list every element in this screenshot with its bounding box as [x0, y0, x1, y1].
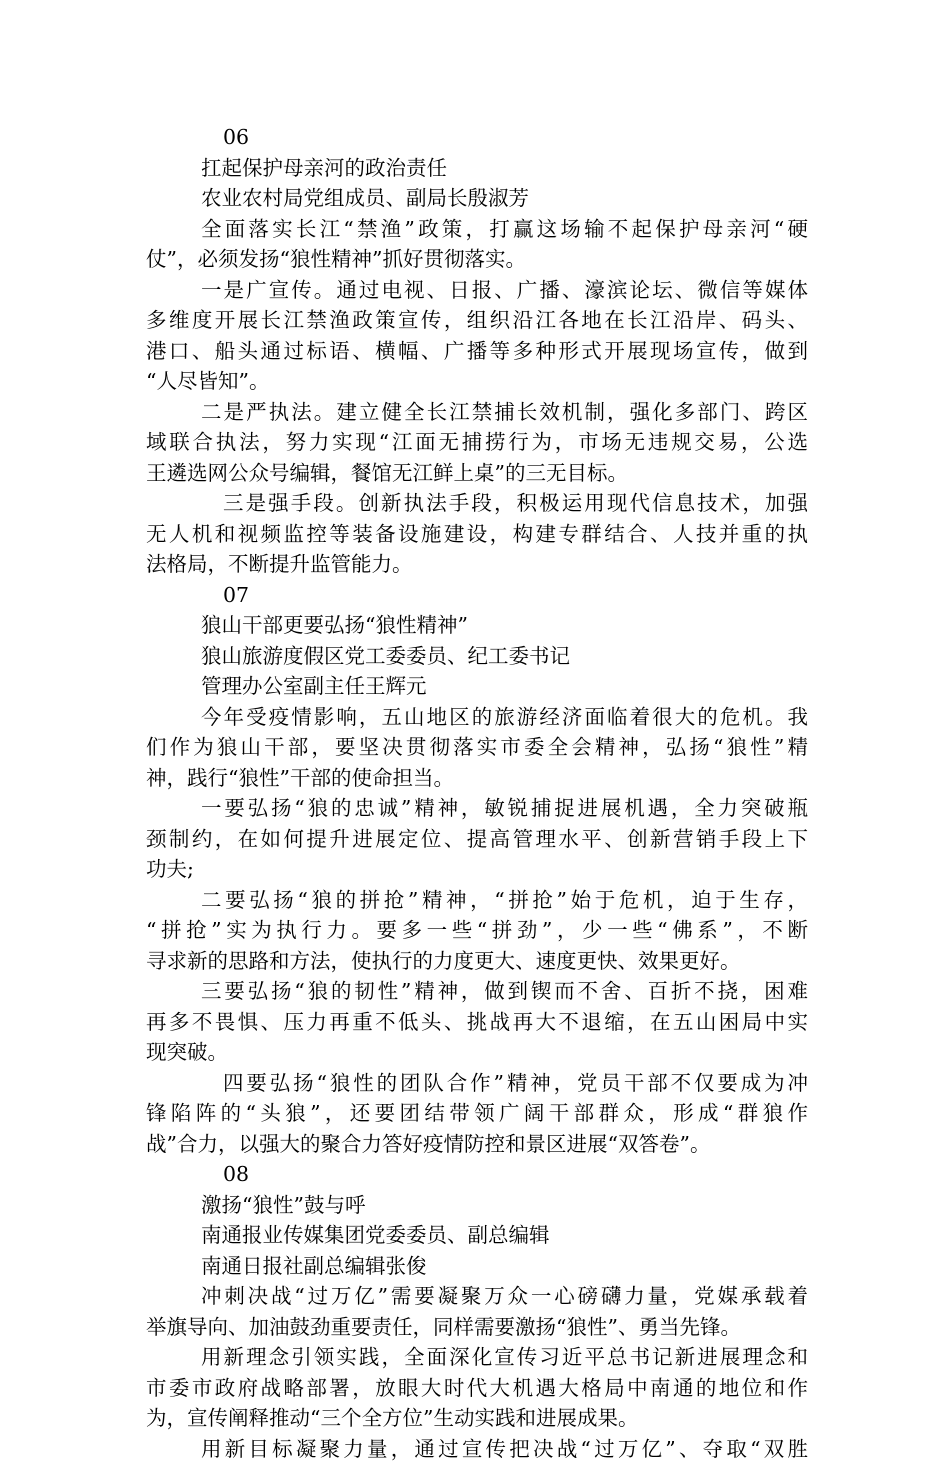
text-line: 二是严执法。建立健全长江禁捕长效机制，强化多部门、跨区: [146, 397, 808, 428]
text-line: 王遴选网公众号编辑，餐馆无江鲜上桌”的三无目标。: [146, 458, 808, 489]
text-line: 农业农村局党组成员、副局长殷淑芳: [146, 183, 808, 214]
text-line: 全面落实长江“禁渔”政策，打赢这场输不起保护母亲河“硬: [146, 214, 808, 245]
text-line: 无人机和视频监控等装备设施建设，构建专群结合、人技并重的执: [146, 519, 808, 550]
text-line: 寻求新的思路和方法，使执行的力度更大、速度更快、效果更好。: [146, 946, 808, 977]
text-line: 港口、船头通过标语、横幅、广播等多种形式开展现场宣传，做到: [146, 336, 808, 367]
text-line: 战”合力，以强大的聚合力答好疫情防控和景区进展“双答卷”。: [146, 1129, 808, 1160]
text-line: 四要弘扬“狼性的团队合作”精神，党员干部不仅要成为冲: [146, 1068, 808, 1099]
text-line: 仗”，必须发扬“狼性精神”抓好贯彻落实。: [146, 244, 808, 275]
text-line: 神，践行“狼性”干部的使命担当。: [146, 763, 808, 794]
text-line: 们作为狼山干部，要坚决贯彻落实市委全会精神，弘扬“狼性”精: [146, 732, 808, 763]
text-line: 08: [146, 1159, 808, 1190]
text-line: “人尽皆知”。: [146, 366, 808, 397]
text-line: 06: [146, 122, 808, 153]
text-line: 颈制约，在如何提升进展定位、提高管理水平、创新营销手段上下: [146, 824, 808, 855]
text-line: 07: [146, 580, 808, 611]
text-line: 管理办公室副主任王辉元: [146, 671, 808, 702]
text-line: “拼抢”实为执行力。要多一些“拼劲”，少一些“佛系”，不断: [146, 915, 808, 946]
text-line: 域联合执法，努力实现“江面无捕捞行为，市场无违规交易，公选: [146, 427, 808, 458]
text-line: 举旗导向、加油鼓劲重要责任，同样需要激扬“狼性”、勇当先锋。: [146, 1312, 808, 1343]
text-line: 为，宣传阐释推动“三个全方位”生动实践和进展成果。: [146, 1403, 808, 1434]
text-line: 三是强手段。创新执法手段，积极运用现代信息技术，加强: [146, 488, 808, 519]
text-line: 法格局，不断提升监管能力。: [146, 549, 808, 580]
text-line: 南通日报社副总编辑张俊: [146, 1251, 808, 1282]
text-line: 扛起保护母亲河的政治责任: [146, 153, 808, 184]
text-line: 冲刺决战“过万亿”需要凝聚万众一心磅礴力量，党媒承载着: [146, 1281, 808, 1312]
text-line: 狼山旅游度假区党工委委员、纪工委书记: [146, 641, 808, 672]
text-line: 三要弘扬“狼的韧性”精神，做到锲而不舍、百折不挠，困难: [146, 976, 808, 1007]
text-line: 用新目标凝聚力量，通过宣传把决战“过万亿”、夺取“双胜: [146, 1434, 808, 1464]
text-line: 一要弘扬“狼的忠诚”精神，敏锐捕捉进展机遇，全力突破瓶: [146, 793, 808, 824]
text-line: 狼山干部更要弘扬“狼性精神”: [146, 610, 808, 641]
text-line: 市委市政府战略部署，放眼大时代大机遇大格局中南通的地位和作: [146, 1373, 808, 1404]
text-line: 现突破。: [146, 1037, 808, 1068]
text-line: 多维度开展长江禁渔政策宣传，组织沿江各地在长江沿岸、码头、: [146, 305, 808, 336]
text-line: 激扬“狼性”鼓与呼: [146, 1190, 808, 1221]
text-line: 用新理念引领实践，全面深化宣传习近平总书记新进展理念和: [146, 1342, 808, 1373]
text-line: 一是广宣传。通过电视、日报、广播、濠滨论坛、微信等媒体: [146, 275, 808, 306]
document-body: [146, 122, 808, 1464]
text-line: 再多不畏惧、压力再重不低头、挑战再大不退缩，在五山困局中实: [146, 1007, 808, 1038]
text-line: 二要弘扬“狼的拼抢”精神，“拼抢”始于危机，迫于生存，: [146, 885, 808, 916]
text-line: 今年受疫情影响，五山地区的旅游经济面临着很大的危机。我: [146, 702, 808, 733]
text-line: 南通报业传媒集团党委委员、副总编辑: [146, 1220, 808, 1251]
text-line: 锋陷阵的“头狼”，还要团结带领广阔干部群众，形成“群狼作: [146, 1098, 808, 1129]
text-line: 功夫;: [146, 854, 808, 885]
